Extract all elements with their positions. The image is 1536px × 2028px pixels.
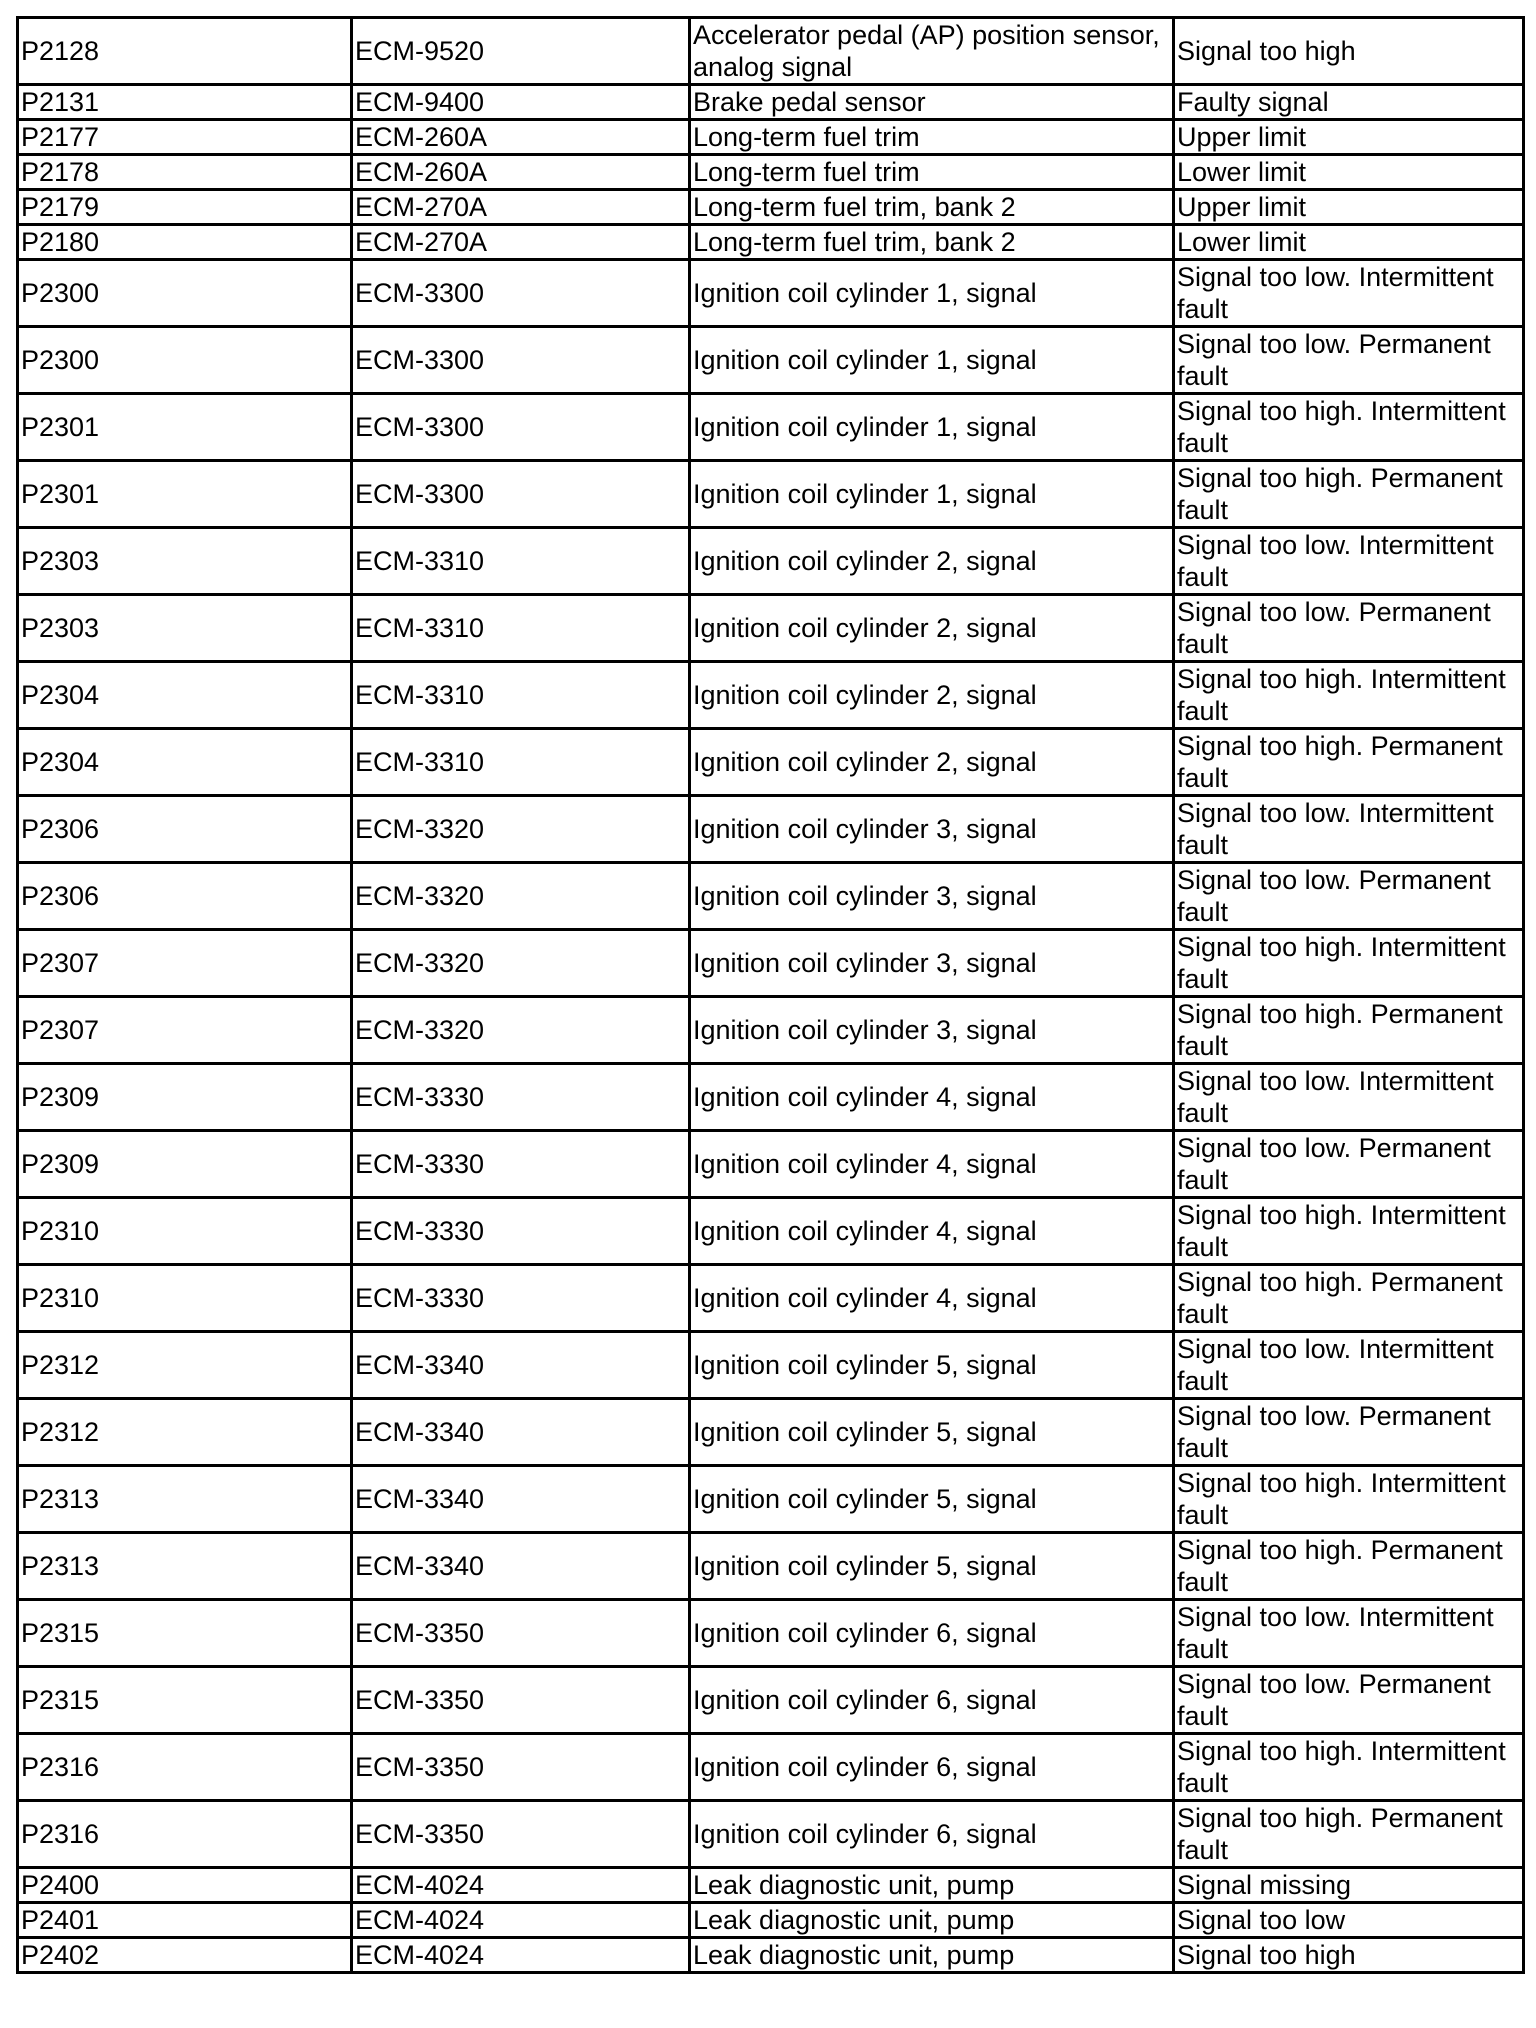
fault-code-cell: P2301 [18, 394, 352, 461]
fault-code-table [16, 16, 1525, 1974]
fault-description-cell: Signal too low. Intermittent fault [1174, 1064, 1524, 1131]
ecm-code-cell: ECM-270A [352, 225, 690, 260]
table-row [18, 863, 1524, 930]
ecm-code-cell: ECM-3300 [352, 461, 690, 528]
component-cell: Ignition coil cylinder 6, signal [690, 1734, 1174, 1801]
table-row [18, 225, 1524, 260]
component-cell: Ignition coil cylinder 2, signal [690, 595, 1174, 662]
fault-code-cell: P2312 [18, 1332, 352, 1399]
component-cell: Ignition coil cylinder 4, signal [690, 1265, 1174, 1332]
table-row [18, 595, 1524, 662]
ecm-code-cell: ECM-3340 [352, 1466, 690, 1533]
fault-code-cell: P2180 [18, 225, 352, 260]
table-row [18, 1801, 1524, 1868]
fault-description-cell: Signal too high. Permanent fault [1174, 1533, 1524, 1600]
component-cell: Ignition coil cylinder 4, signal [690, 1064, 1174, 1131]
fault-description-cell: Signal too low. Permanent fault [1174, 327, 1524, 394]
ecm-code-cell: ECM-3350 [352, 1734, 690, 1801]
component-cell: Ignition coil cylinder 4, signal [690, 1198, 1174, 1265]
fault-description-cell: Signal too high. Permanent fault [1174, 1265, 1524, 1332]
fault-description-cell: Signal too low. Intermittent fault [1174, 1600, 1524, 1667]
fault-code-cell: P2316 [18, 1801, 352, 1868]
fault-code-cell: P2316 [18, 1734, 352, 1801]
component-cell: Ignition coil cylinder 5, signal [690, 1399, 1174, 1466]
ecm-code-cell: ECM-3330 [352, 1198, 690, 1265]
ecm-code-cell: ECM-3320 [352, 796, 690, 863]
ecm-code-cell: ECM-3350 [352, 1600, 690, 1667]
component-cell: Ignition coil cylinder 3, signal [690, 863, 1174, 930]
fault-description-cell: Signal too low [1174, 1903, 1524, 1938]
fault-code-cell: P2313 [18, 1466, 352, 1533]
ecm-code-cell: ECM-3300 [352, 394, 690, 461]
ecm-code-cell: ECM-3340 [352, 1399, 690, 1466]
table-row [18, 1667, 1524, 1734]
table-row [18, 1734, 1524, 1801]
fault-code-cell: P2303 [18, 528, 352, 595]
fault-code-cell: P2315 [18, 1667, 352, 1734]
fault-code-cell: P2402 [18, 1938, 352, 1973]
table-row [18, 327, 1524, 394]
table-row [18, 1265, 1524, 1332]
table-row [18, 155, 1524, 190]
component-cell: Ignition coil cylinder 5, signal [690, 1466, 1174, 1533]
fault-code-cell: P2312 [18, 1399, 352, 1466]
fault-code-cell: P2301 [18, 461, 352, 528]
table-row [18, 528, 1524, 595]
fault-code-cell: P2300 [18, 260, 352, 327]
fault-description-cell: Upper limit [1174, 190, 1524, 225]
component-cell: Ignition coil cylinder 2, signal [690, 528, 1174, 595]
fault-description-cell: Signal too low. Permanent fault [1174, 1131, 1524, 1198]
component-cell: Ignition coil cylinder 6, signal [690, 1667, 1174, 1734]
table-row [18, 1198, 1524, 1265]
fault-description-cell: Signal too high. Permanent fault [1174, 1801, 1524, 1868]
ecm-code-cell: ECM-3320 [352, 930, 690, 997]
fault-description-cell: Signal too low. Intermittent fault [1174, 528, 1524, 595]
ecm-code-cell: ECM-3350 [352, 1801, 690, 1868]
fault-description-cell: Signal too high. Intermittent fault [1174, 1198, 1524, 1265]
component-cell: Ignition coil cylinder 1, signal [690, 461, 1174, 528]
table-row [18, 1399, 1524, 1466]
fault-code-cell: P2310 [18, 1265, 352, 1332]
ecm-code-cell: ECM-260A [352, 155, 690, 190]
fault-code-cell: P2303 [18, 595, 352, 662]
ecm-code-cell: ECM-3330 [352, 1131, 690, 1198]
fault-code-cell: P2300 [18, 327, 352, 394]
fault-code-cell: P2400 [18, 1868, 352, 1903]
fault-code-cell: P2306 [18, 796, 352, 863]
fault-description-cell: Signal too low. Permanent fault [1174, 863, 1524, 930]
ecm-code-cell: ECM-270A [352, 190, 690, 225]
fault-code-cell: P2306 [18, 863, 352, 930]
component-cell: Long-term fuel trim [690, 155, 1174, 190]
ecm-code-cell: ECM-3320 [352, 863, 690, 930]
fault-description-cell: Signal too high [1174, 18, 1524, 85]
table-row [18, 1868, 1524, 1903]
table-row [18, 1131, 1524, 1198]
fault-code-table-body [18, 18, 1524, 1973]
fault-code-cell: P2304 [18, 729, 352, 796]
ecm-code-cell: ECM-3330 [352, 1265, 690, 1332]
fault-code-cell: P2179 [18, 190, 352, 225]
fault-description-cell: Lower limit [1174, 225, 1524, 260]
fault-description-cell: Signal too high. Intermittent fault [1174, 1466, 1524, 1533]
component-cell: Ignition coil cylinder 2, signal [690, 729, 1174, 796]
ecm-code-cell: ECM-3310 [352, 595, 690, 662]
ecm-code-cell: ECM-260A [352, 120, 690, 155]
table-row [18, 662, 1524, 729]
fault-description-cell: Signal too low. Permanent fault [1174, 1667, 1524, 1734]
component-cell: Ignition coil cylinder 1, signal [690, 394, 1174, 461]
ecm-code-cell: ECM-3350 [352, 1667, 690, 1734]
ecm-code-cell: ECM-4024 [352, 1938, 690, 1973]
fault-code-cell: P2401 [18, 1903, 352, 1938]
ecm-code-cell: ECM-3310 [352, 729, 690, 796]
table-row [18, 729, 1524, 796]
fault-description-cell: Lower limit [1174, 155, 1524, 190]
fault-code-cell: P2178 [18, 155, 352, 190]
table-row [18, 796, 1524, 863]
fault-code-cell: P2309 [18, 1064, 352, 1131]
fault-code-cell: P2313 [18, 1533, 352, 1600]
ecm-code-cell: ECM-3340 [352, 1533, 690, 1600]
fault-code-cell: P2304 [18, 662, 352, 729]
component-cell: Ignition coil cylinder 6, signal [690, 1600, 1174, 1667]
fault-code-cell: P2131 [18, 85, 352, 120]
table-row [18, 1903, 1524, 1938]
component-cell: Ignition coil cylinder 5, signal [690, 1533, 1174, 1600]
component-cell: Leak diagnostic unit, pump [690, 1903, 1174, 1938]
component-cell: Ignition coil cylinder 1, signal [690, 327, 1174, 394]
fault-code-cell: P2177 [18, 120, 352, 155]
fault-description-cell: Signal too low. Intermittent fault [1174, 1332, 1524, 1399]
fault-description-cell: Signal too high. Intermittent fault [1174, 1734, 1524, 1801]
ecm-code-cell: ECM-3340 [352, 1332, 690, 1399]
fault-code-cell: P2315 [18, 1600, 352, 1667]
fault-description-cell: Signal too low. Permanent fault [1174, 595, 1524, 662]
fault-code-cell: P2309 [18, 1131, 352, 1198]
fault-description-cell: Signal too low. Permanent fault [1174, 1399, 1524, 1466]
fault-description-cell: Signal too low. Intermittent fault [1174, 260, 1524, 327]
table-row [18, 1332, 1524, 1399]
ecm-code-cell: ECM-3320 [352, 997, 690, 1064]
table-row [18, 1466, 1524, 1533]
component-cell: Leak diagnostic unit, pump [690, 1938, 1174, 1973]
table-row [18, 190, 1524, 225]
fault-description-cell: Signal too high. Permanent fault [1174, 461, 1524, 528]
table-row [18, 1064, 1524, 1131]
fault-code-cell: P2310 [18, 1198, 352, 1265]
ecm-code-cell: ECM-9400 [352, 85, 690, 120]
component-cell: Ignition coil cylinder 3, signal [690, 997, 1174, 1064]
component-cell: Ignition coil cylinder 5, signal [690, 1332, 1174, 1399]
fault-description-cell: Signal too high. Permanent fault [1174, 729, 1524, 796]
fault-description-cell: Upper limit [1174, 120, 1524, 155]
component-cell: Ignition coil cylinder 3, signal [690, 796, 1174, 863]
ecm-code-cell: ECM-3330 [352, 1064, 690, 1131]
table-row [18, 1533, 1524, 1600]
table-row [18, 18, 1524, 85]
component-cell: Ignition coil cylinder 3, signal [690, 930, 1174, 997]
table-row [18, 1938, 1524, 1973]
component-cell: Long-term fuel trim, bank 2 [690, 190, 1174, 225]
table-row [18, 120, 1524, 155]
ecm-code-cell: ECM-3300 [352, 260, 690, 327]
component-cell: Ignition coil cylinder 6, signal [690, 1801, 1174, 1868]
fault-code-cell: P2307 [18, 997, 352, 1064]
component-cell: Brake pedal sensor [690, 85, 1174, 120]
ecm-code-cell: ECM-3310 [352, 528, 690, 595]
fault-code-cell: P2128 [18, 18, 352, 85]
table-row [18, 1600, 1524, 1667]
component-cell: Long-term fuel trim [690, 120, 1174, 155]
component-cell: Ignition coil cylinder 4, signal [690, 1131, 1174, 1198]
component-cell: Leak diagnostic unit, pump [690, 1868, 1174, 1903]
fault-description-cell: Signal too high. Intermittent fault [1174, 930, 1524, 997]
table-row [18, 997, 1524, 1064]
component-cell: Ignition coil cylinder 1, signal [690, 260, 1174, 327]
table-row [18, 461, 1524, 528]
component-cell: Long-term fuel trim, bank 2 [690, 225, 1174, 260]
ecm-code-cell: ECM-9520 [352, 18, 690, 85]
component-cell: Ignition coil cylinder 2, signal [690, 662, 1174, 729]
fault-description-cell: Signal too low. Intermittent fault [1174, 796, 1524, 863]
fault-description-cell: Signal too high. Permanent fault [1174, 997, 1524, 1064]
fault-code-cell: P2307 [18, 930, 352, 997]
fault-description-cell: Signal too high [1174, 1938, 1524, 1973]
table-row [18, 930, 1524, 997]
table-row [18, 260, 1524, 327]
fault-description-cell: Signal missing [1174, 1868, 1524, 1903]
ecm-code-cell: ECM-3300 [352, 327, 690, 394]
fault-description-cell: Faulty signal [1174, 85, 1524, 120]
component-cell: Accelerator pedal (AP) position sensor, analog signal [690, 18, 1174, 85]
ecm-code-cell: ECM-4024 [352, 1903, 690, 1938]
table-row [18, 85, 1524, 120]
ecm-code-cell: ECM-3310 [352, 662, 690, 729]
table-row [18, 394, 1524, 461]
ecm-code-cell: ECM-4024 [352, 1868, 690, 1903]
fault-description-cell: Signal too high. Intermittent fault [1174, 662, 1524, 729]
fault-description-cell: Signal too high. Intermittent fault [1174, 394, 1524, 461]
